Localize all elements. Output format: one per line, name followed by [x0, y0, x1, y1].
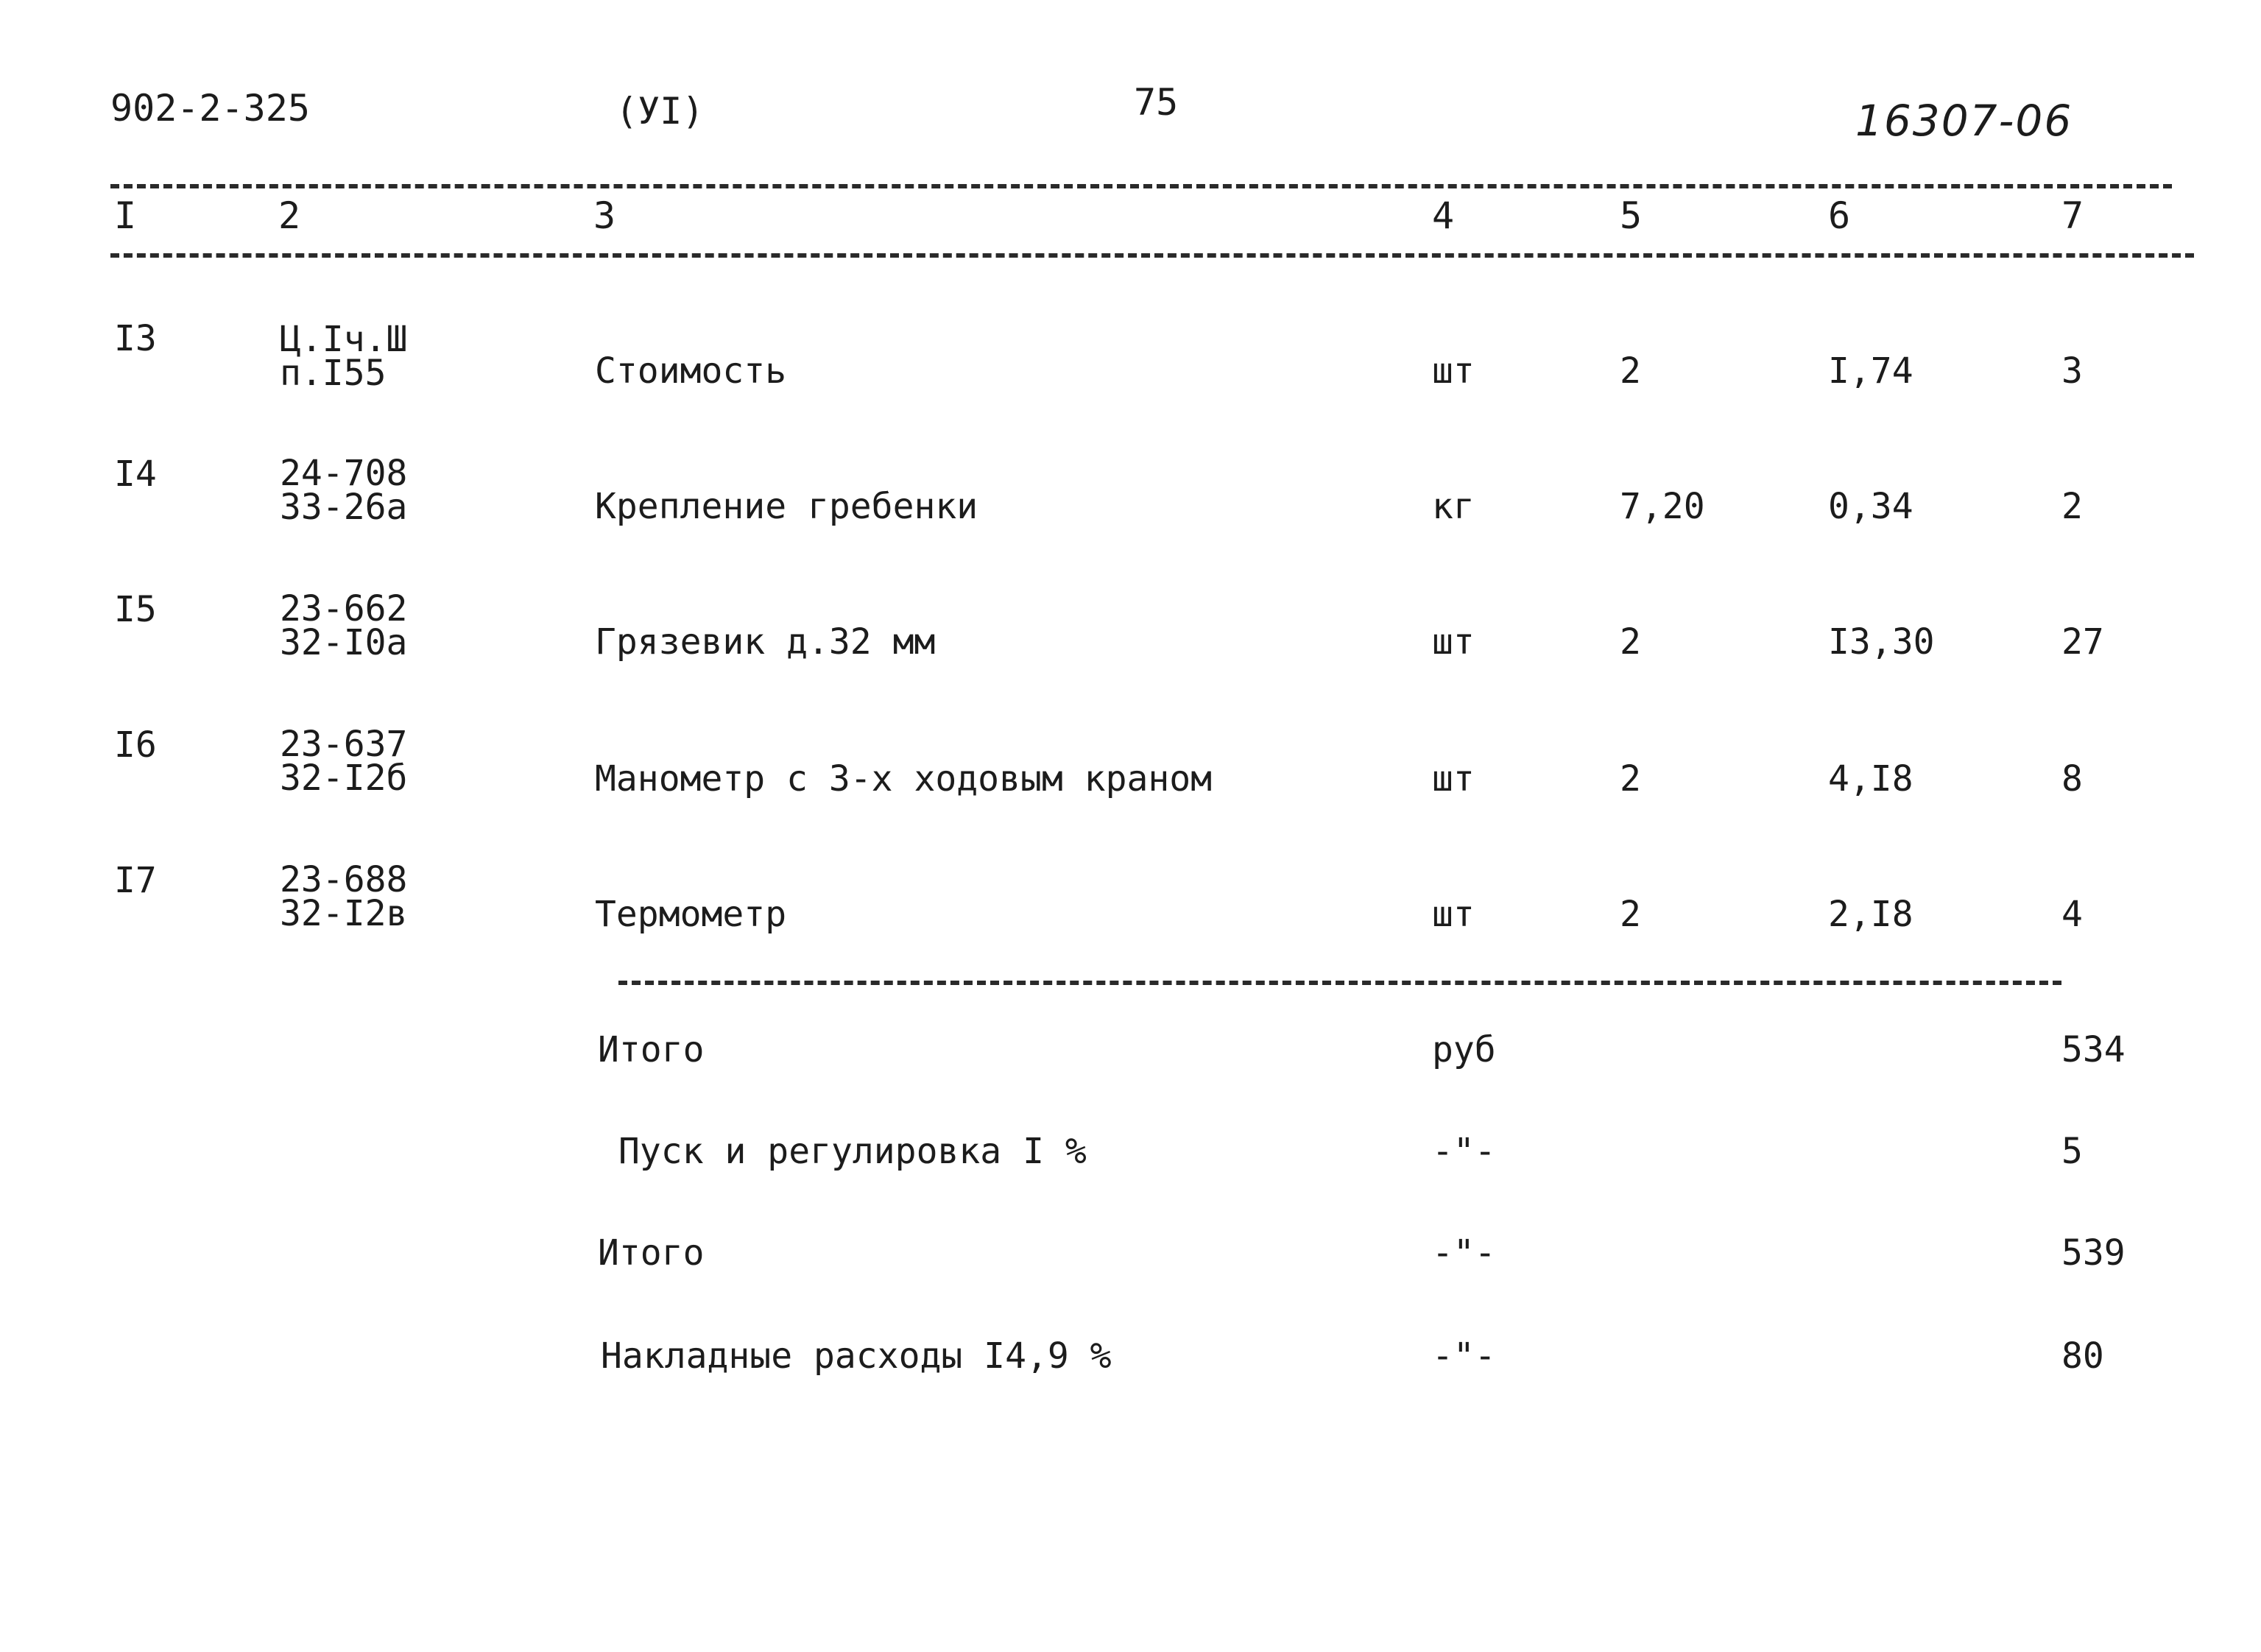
- total: 8: [2061, 758, 2083, 799]
- price-code: п.I55: [280, 353, 387, 394]
- quantity: 2: [1620, 621, 1641, 663]
- quantity: 2: [1620, 894, 1641, 935]
- row-number: I5: [114, 589, 157, 630]
- summary-unit: руб: [1432, 1029, 1496, 1070]
- volume-label: (УI): [615, 90, 705, 133]
- item-name: Термометр: [595, 894, 787, 935]
- total: 2: [2061, 486, 2083, 527]
- summary-unit: -"-: [1432, 1335, 1496, 1377]
- unit-price: 2,I8: [1828, 894, 1913, 935]
- row-number: I4: [114, 453, 157, 495]
- summary-unit: -"-: [1432, 1232, 1496, 1274]
- norm-code: 23-637: [280, 724, 408, 765]
- unit: кг: [1432, 486, 1475, 527]
- item-name: Грязевик д.32 мм: [595, 621, 936, 663]
- row-number: I7: [114, 860, 157, 901]
- archive-number: 16307-06: [1855, 96, 2073, 146]
- summary-unit: -"-: [1432, 1131, 1496, 1172]
- price-code: 32-I2б: [280, 758, 408, 799]
- column-number-4: 4: [1432, 194, 1455, 237]
- summary-total: 534: [2061, 1029, 2126, 1070]
- total: 3: [2061, 350, 2083, 392]
- row-number: I3: [114, 318, 157, 359]
- norm-code: 23-688: [280, 859, 408, 900]
- column-number-3: 3: [593, 194, 616, 237]
- summary-label: Итого: [598, 1029, 705, 1070]
- unit: шт: [1432, 350, 1475, 392]
- document-code: 902-2-325: [110, 87, 310, 130]
- summary-label: Пуск и регулировка I %: [618, 1131, 1087, 1172]
- page-number: 75: [1134, 81, 1179, 124]
- total: 27: [2061, 621, 2104, 663]
- header-top-rule: [110, 184, 2172, 188]
- summary-label: Итого: [598, 1232, 705, 1274]
- row-number: I6: [114, 724, 157, 766]
- column-number-2: 2: [278, 194, 301, 237]
- summary-total: 5: [2061, 1131, 2083, 1172]
- item-name: Манометр с 3-х ходовым краном: [595, 758, 1213, 799]
- unit-price: 4,I8: [1828, 758, 1913, 799]
- price-code: 33-26а: [280, 487, 408, 528]
- summary-label: Накладные расходы I4,9 %: [601, 1335, 1112, 1377]
- quantity: 2: [1620, 758, 1641, 799]
- quantity: 2: [1620, 350, 1641, 392]
- unit-price: I,74: [1828, 350, 1913, 392]
- column-number-1: I: [114, 194, 137, 237]
- unit: шт: [1432, 894, 1475, 935]
- total: 4: [2061, 894, 2083, 935]
- summary-total: 539: [2061, 1232, 2126, 1274]
- column-number-5: 5: [1620, 194, 1643, 237]
- norm-code: 24-708: [280, 453, 408, 494]
- column-number-7: 7: [2061, 194, 2084, 237]
- summary-separator: [618, 981, 2061, 985]
- item-name: Крепление гребенки: [595, 486, 978, 527]
- unit: шт: [1432, 621, 1475, 663]
- item-name: Стоимость: [595, 350, 787, 392]
- price-code: 32-I2в: [280, 893, 408, 934]
- column-number-6: 6: [1828, 194, 1851, 237]
- summary-total: 80: [2061, 1335, 2104, 1377]
- unit-price: 0,34: [1828, 486, 1913, 527]
- quantity: 7,20: [1620, 486, 1705, 527]
- norm-code: 23-662: [280, 588, 408, 629]
- norm-code: Ц.Iч.Ш: [280, 319, 408, 360]
- price-code: 32-I0а: [280, 622, 408, 663]
- header-bottom-rule: [110, 253, 2194, 258]
- unit-price: I3,30: [1828, 621, 1935, 663]
- unit: шт: [1432, 758, 1475, 799]
